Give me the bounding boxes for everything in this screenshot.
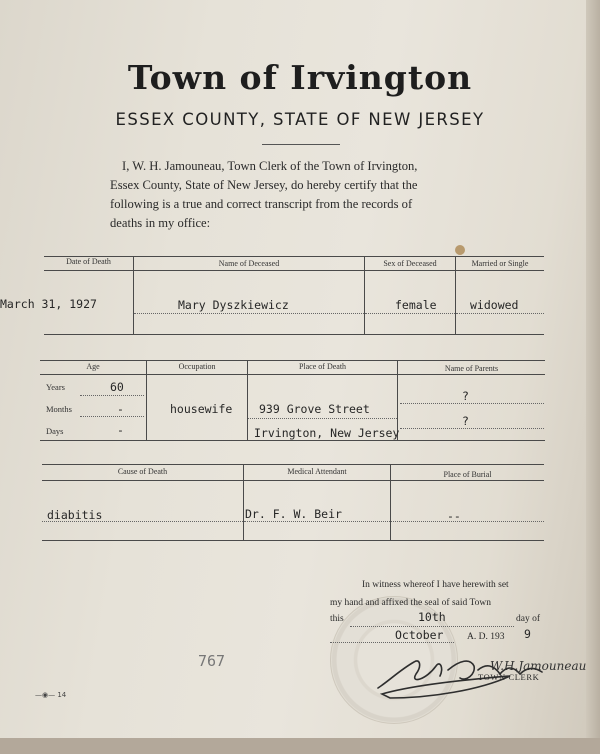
name-value: Mary Dyszkiewicz [178, 298, 289, 312]
year-label: A. D. 193 [467, 632, 505, 642]
fill-line [391, 521, 544, 522]
month-value: October [395, 628, 444, 642]
date-of-death-header: Date of Death [66, 257, 111, 266]
cert-line: Essex County, State of New Jersey, do hereby certify that the [110, 178, 418, 192]
table-surface [0, 738, 600, 754]
rule [40, 374, 545, 375]
signature-text: W.H.Jamouneau [490, 659, 587, 673]
parents-header: Name of Parents [444, 364, 499, 373]
fill-line [248, 418, 397, 419]
burial-value: -- [447, 509, 461, 523]
date-of-death-value: March 31, 1927 [0, 297, 97, 311]
day-of-label: day of [516, 614, 541, 624]
this-label: this [330, 614, 344, 624]
place-line2-value: Irvington, New Jersey [254, 426, 400, 440]
occupation-header: Occupation [178, 362, 216, 371]
cert-line: following is a true and correct transcript from the records of [110, 197, 413, 211]
parent2-value: ? [462, 414, 469, 428]
name-header: Name of Deceased [218, 259, 280, 268]
rule [42, 464, 544, 465]
fill-line [80, 416, 144, 417]
rule [42, 480, 544, 481]
marital-value: widowed [470, 298, 519, 312]
occupation-value: housewife [170, 402, 233, 416]
year-value: 9 [524, 627, 531, 641]
attendant-header: Medical Attendant [287, 467, 347, 476]
divider [146, 360, 147, 440]
fill-line [456, 313, 544, 314]
file-number: 767 [198, 652, 226, 670]
witness-line1: In witness whereof I have herewith set [362, 580, 509, 590]
burial-header: Place of Burial [443, 470, 492, 479]
stain [455, 245, 465, 255]
cert-line: deaths in my office: [110, 216, 211, 230]
fill-line [244, 521, 390, 522]
title-rule [262, 144, 340, 145]
fill-line [365, 313, 455, 314]
days-label: Days [46, 426, 64, 436]
months-label: Months [46, 404, 72, 414]
age-months-value: - [117, 402, 124, 416]
age-days-value: - [117, 423, 124, 437]
marital-header: Married or Single [471, 259, 529, 268]
cert-line: I, W. H. Jamouneau, Town Clerk of the Town of Irvington, [122, 159, 418, 173]
cause-header: Cause of Death [117, 467, 168, 476]
fill-line [350, 626, 514, 627]
county-subtitle: ESSEX COUNTY, STATE OF NEW JERSEY [115, 110, 485, 129]
rule [44, 334, 544, 335]
witness-line2: my hand and affixed the seal of said Town [330, 598, 491, 608]
fill-line [400, 428, 544, 429]
day-value: 10th [418, 610, 446, 624]
town-title: Town of Irvington [127, 58, 473, 97]
fill-line [134, 313, 364, 314]
certification-text [110, 157, 482, 233]
fill-line [80, 395, 144, 396]
rule [40, 440, 545, 441]
fill-line [42, 521, 243, 522]
sex-header: Sex of Deceased [383, 259, 437, 268]
town-clerk-label: TOWN CLERK [478, 672, 540, 682]
divider [247, 360, 248, 440]
sex-value: female [395, 298, 437, 312]
place-of-death-header: Place of Death [298, 362, 347, 371]
parent1-value: ? [462, 389, 469, 403]
rule [40, 360, 545, 361]
clerk-signature [370, 640, 587, 702]
cause-value: diabitis [47, 508, 103, 522]
age-header: Age [86, 362, 100, 371]
rule [42, 540, 544, 541]
years-label: Years [46, 382, 65, 392]
age-years-value: 60 [110, 380, 124, 394]
union-printer-mark: —◉— 14 [35, 691, 67, 699]
rule [44, 270, 544, 271]
place-line1-value: 939 Grove Street [259, 402, 370, 416]
fill-line [400, 403, 544, 404]
attendant-value: Dr. F. W. Beir [245, 507, 342, 521]
